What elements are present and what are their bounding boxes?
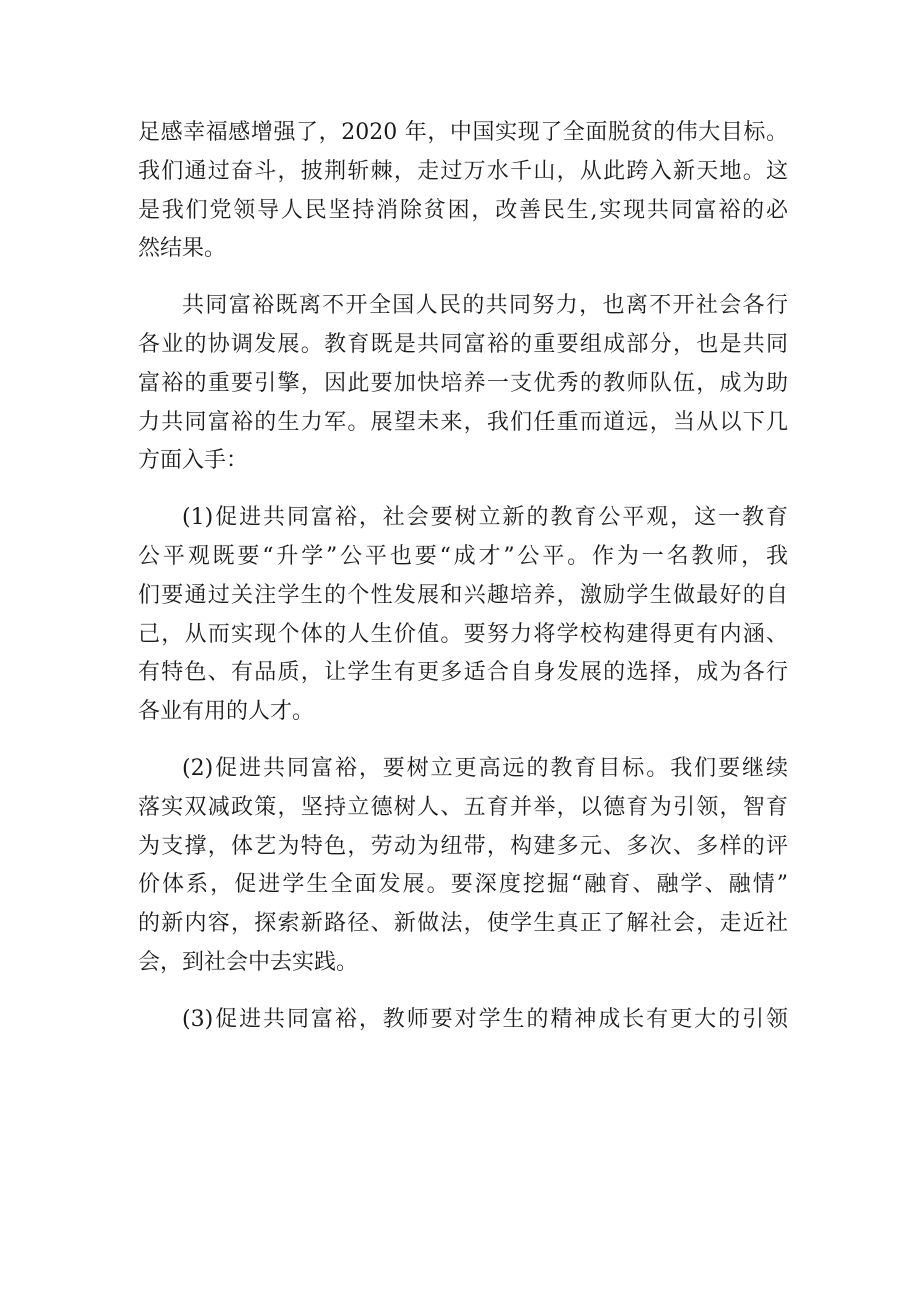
text-line: 公平观既要“升学”公平也要“成才”公平。作为一名教师，我 [138,543,788,569]
paragraph-gap [138,269,788,287]
paragraph-2 [138,287,788,481]
paragraph-gap [138,732,788,750]
document-body [138,114,788,1040]
text-line: (2)促进共同富裕，要树立更高远的教育目标。我们要继续 [182,755,788,781]
text-line: 是我们党领导人民坚持消除贫困，改善民生,实现共同富裕的必 [138,197,788,223]
text-line: 各业有用的人才。 [138,699,315,725]
paragraph-1 [138,114,788,269]
text-line: 们要通过关注学生的个性发展和兴趣培养，激励学生做最好的自 [138,582,788,608]
text-line: 会，到社会中去实践。 [138,949,359,975]
text-line: 我们通过奋斗，披荆斩棘，走过万水千山，从此跨入新天地。这 [138,158,788,184]
text-line: 共同富裕既离不开全国人民的共同努力，也离不开社会各行 [182,293,788,319]
text-line: 方面入手： [138,448,249,474]
text-line: 价体系，促进学生全面发展。要深度挖掘“融育、融学、融情” [138,872,788,898]
text-line: (1)促进共同富裕，社会要树立新的教育公平观，这一教育 [182,505,788,531]
text-line: 各业的协调发展。教育既是共同富裕的重要组成部分，也是共同 [138,331,788,357]
paragraph-gap [138,481,788,499]
text-line: 有特色、有品质，让学生有更多适合自身发展的选择，成为各行 [138,660,788,686]
paragraph-4 [138,750,788,983]
text-line: 的新内容，探索新路径、新做法，使学生真正了解社会，走近社 [138,911,788,937]
text-line: 富裕的重要引擎，因此要加快培养一支优秀的教师队伍，成为助 [138,370,788,396]
paragraph-gap [138,983,788,1001]
text-line: 己，从而实现个体的人生价值。要努力将学校构建得更有内涵、 [138,621,788,647]
text-line: (3)促进共同富裕，教师要对学生的精神成长有更大的引领 [182,1006,788,1032]
paragraph-3 [138,499,788,732]
text-line: 落实双减政策，坚持立德树人、五育并举，以德育为引领，智育 [138,794,788,820]
text-line: 然结果。 [138,236,227,262]
paragraph-5 [138,1001,788,1040]
text-line: 足感幸福感增强了，2020 年，中国实现了全面脱贫的伟大目标。 [138,120,788,145]
text-line: 为支撑，体艺为特色，劳动为纽带，构建多元、多次、多样的评 [138,833,788,859]
text-line: 力共同富裕的生力军。展望未来，我们任重而道远，当从以下几 [138,409,788,435]
